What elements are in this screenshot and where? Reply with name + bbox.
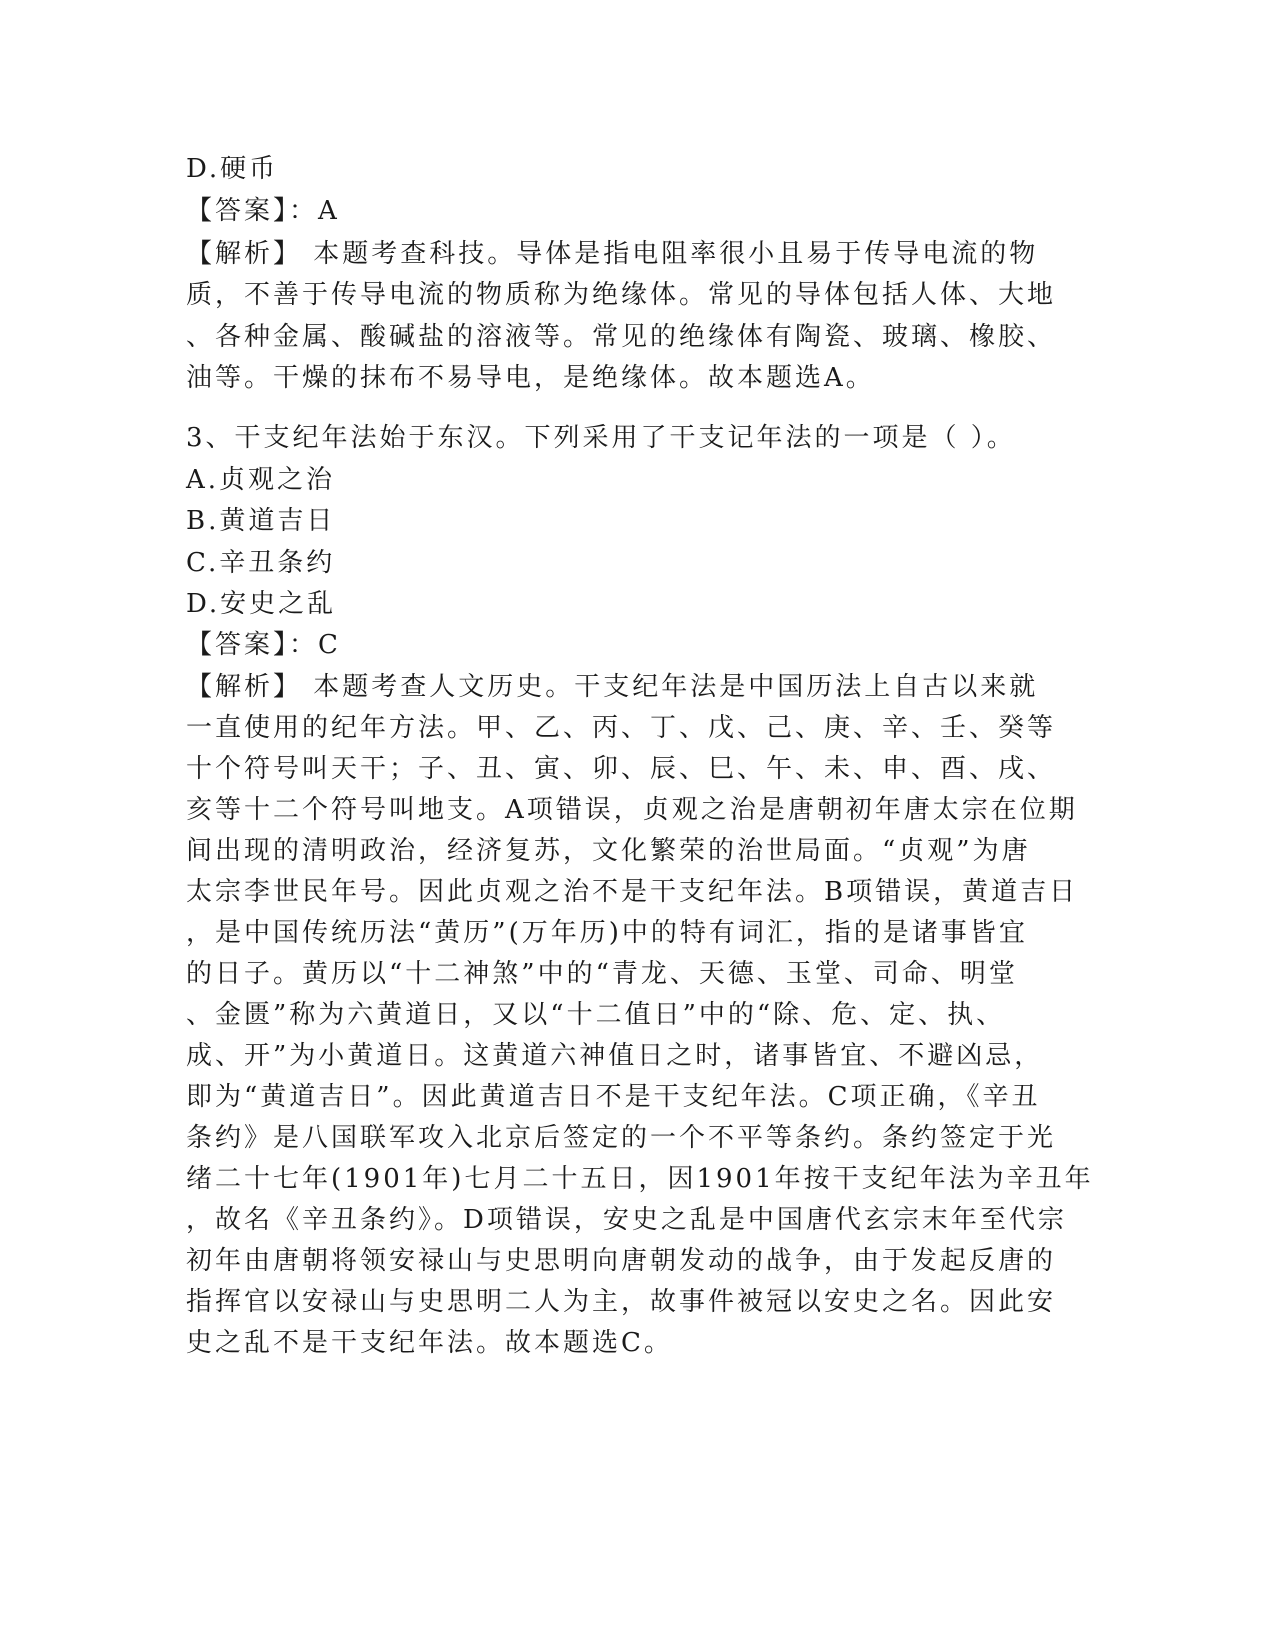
q3-analysis-line: ，是中国传统历法“黄历”(万年历)中的特有词汇，指的是诸事皆宜 bbox=[186, 918, 1028, 948]
q2-analysis-line: 、各种金属、酸碱盐的溶液等。常见的绝缘体有陶瓷、玻璃、橡胶、 bbox=[186, 322, 1057, 352]
q3-analysis-line: 间出现的清明政治，经济复苏，文化繁荣的治世局面。“贞观”为唐 bbox=[186, 836, 1031, 866]
q2-option-d: D.硬币 bbox=[186, 154, 279, 184]
q3-option-c: C.辛丑条约 bbox=[186, 548, 336, 578]
q3-analysis-line: 一直使用的纪年方法。甲、乙、丙、丁、戊、己、庚、辛、壬、癸等 bbox=[186, 713, 1057, 743]
q2-analysis-line: 质，不善于传导电流的物质称为绝缘体。常见的导体包括人体、大地 bbox=[186, 280, 1057, 310]
q3-analysis-line: 太宗李世民年号。因此贞观之治不是干支纪年法。B项错误，黄道吉日 bbox=[186, 877, 1079, 907]
q3-option-a: A.贞观之治 bbox=[186, 465, 336, 495]
q2-answer: 【答案】：A bbox=[186, 196, 340, 226]
q3-stem: 3、干支纪年法始于东汉。下列采用了干支记年法的一项是（ ）。 bbox=[186, 423, 1016, 453]
q3-analysis-line: ，故名《辛丑条约》。D项错误，安史之乱是中国唐代玄宗末年至代宗 bbox=[186, 1205, 1067, 1235]
q3-option-d: D.安史之乱 bbox=[186, 589, 337, 619]
q3-analysis-line: 【解析】 本题考查人文历史。干支纪年法是中国历法上自古以来就 bbox=[186, 672, 1039, 702]
q3-analysis-line: 初年由唐朝将领安禄山与史思明向唐朝发动的战争，由于发起反唐的 bbox=[186, 1246, 1057, 1276]
q3-analysis-line: 绪二十七年(1901年)七月二十五日，因1901年按干支纪年法为辛丑年 bbox=[186, 1164, 1094, 1194]
q3-analysis-line: 亥等十二个符号叫地支。A项错误，贞观之治是唐朝初年唐太宗在位期 bbox=[186, 795, 1078, 825]
q3-analysis-line: 十个符号叫天干；子、丑、寅、卯、辰、巳、午、未、申、酉、戌、 bbox=[186, 754, 1057, 784]
q3-answer: 【答案】：C bbox=[186, 630, 341, 660]
q3-analysis-line: 条约》是八国联军攻入北京后签定的一个不平等条约。条约签定于光 bbox=[186, 1123, 1057, 1153]
q3-analysis-line: 、金匮”称为六黄道日，又以“十二值日”中的“除、危、定、执、 bbox=[186, 1000, 1006, 1030]
q3-analysis-line: 即为“黄道吉日”。因此黄道吉日不是干支纪年法。C项正确，《辛丑 bbox=[186, 1082, 1041, 1112]
q3-option-b: B.黄道吉日 bbox=[186, 506, 336, 536]
q3-analysis-line: 的日子。黄历以“十二神煞”中的“青龙、天德、玉堂、司命、明堂 bbox=[186, 959, 1018, 989]
q2-analysis-line: 油等。干燥的抹布不易导电，是绝缘体。故本题选A。 bbox=[186, 363, 875, 393]
q3-analysis-line: 指挥官以安禄山与史思明二人为主，故事件被冠以安史之名。因此安 bbox=[186, 1287, 1057, 1317]
q3-analysis-line: 成、开”为小黄道日。这黄道六神值日之时，诸事皆宜、不避凶忌， bbox=[186, 1041, 1044, 1071]
q3-analysis-line: 史之乱不是干支纪年法。故本题选C。 bbox=[186, 1328, 673, 1358]
q2-analysis-line: 【解析】 本题考查科技。导体是指电阻率很小且易于传导电流的物 bbox=[186, 239, 1039, 269]
